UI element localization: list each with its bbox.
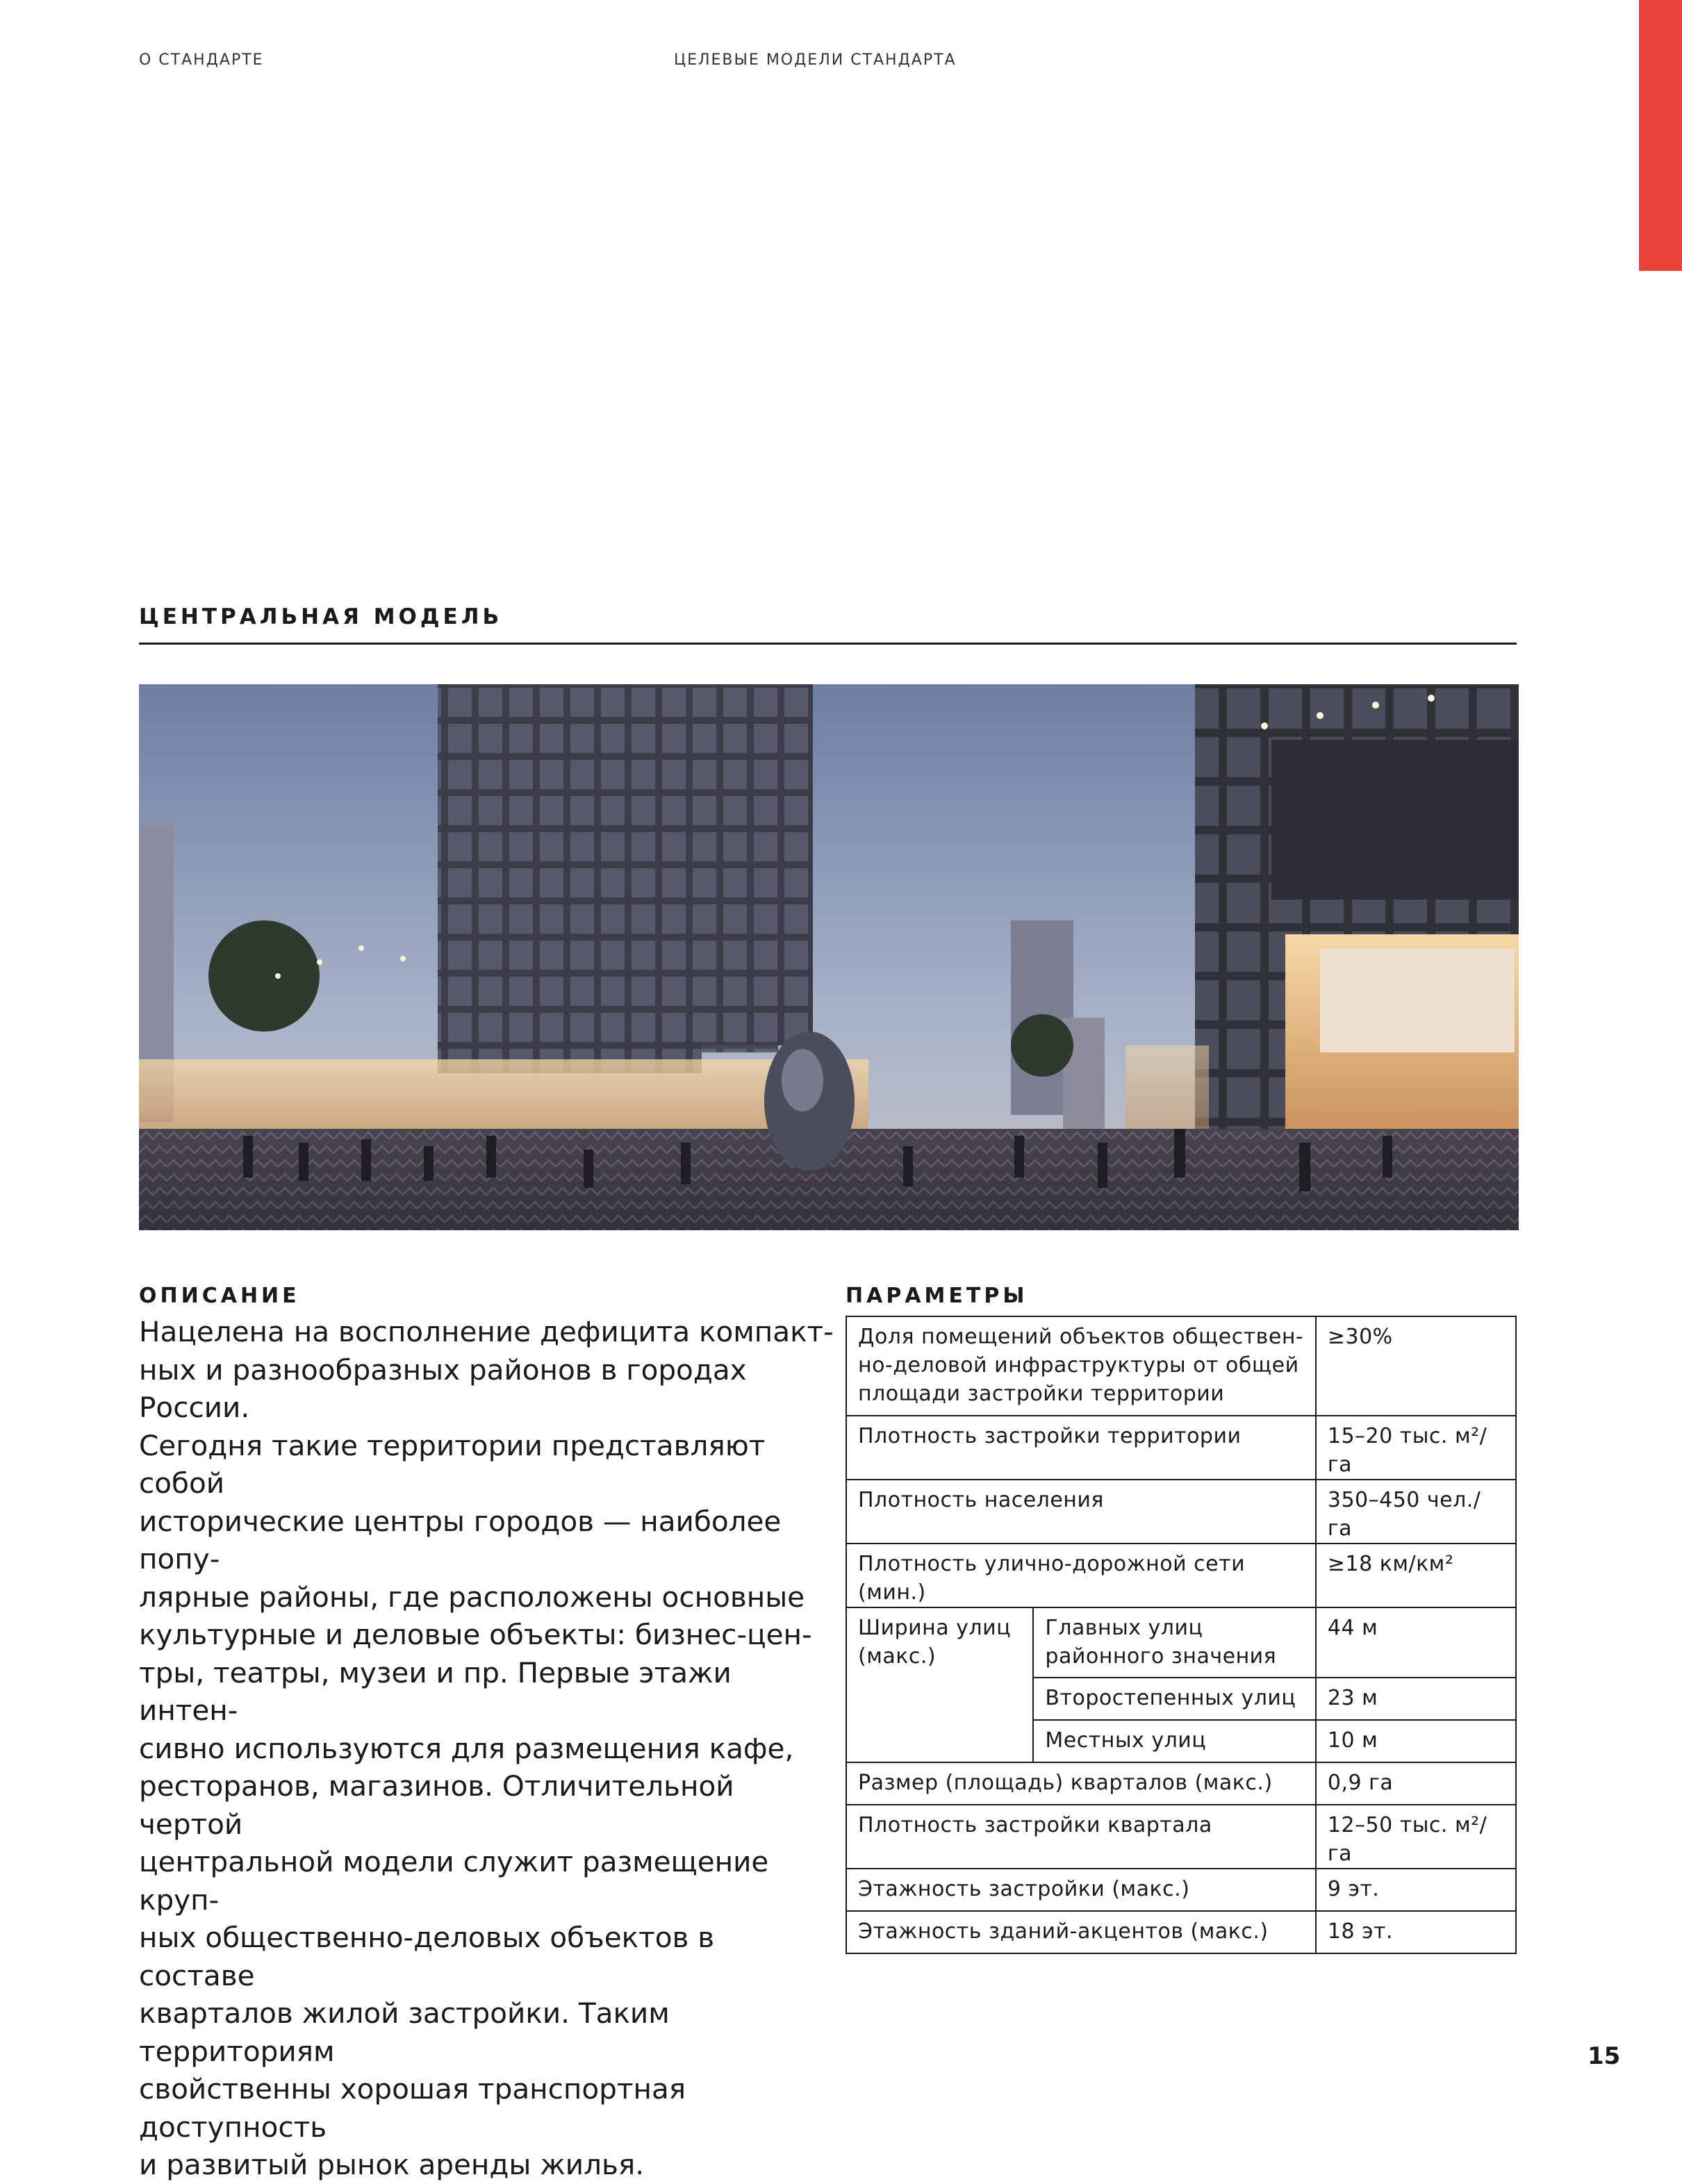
running-header-center: ЦЕЛЕВЫЕ МОДЕЛИ СТАНДАРТА — [674, 51, 957, 69]
param-label: Плотность улично-дорожной сети (мин.) — [846, 1544, 1316, 1607]
street-width-label: Ширина улиц (макс.) — [846, 1607, 1033, 1762]
section-title: ЦЕНТРАЛЬНАЯ МОДЕЛЬ — [139, 604, 503, 629]
param-sublabel: Местных улиц — [1033, 1720, 1315, 1762]
param-value: 12–50 тыс. м²/га — [1316, 1805, 1516, 1869]
param-sublabel: Второстепенных улиц — [1033, 1678, 1315, 1720]
param-label: Размер (площадь) кварталов (макс.) — [846, 1762, 1316, 1805]
param-sublabel: Главных улиц районного значения — [1033, 1607, 1315, 1678]
param-value: 350–450 чел./га — [1316, 1480, 1516, 1544]
table-row — [846, 1480, 1516, 1544]
table-row — [846, 1416, 1516, 1480]
description-heading: ОПИСАНИЕ — [139, 1284, 300, 1308]
table-row — [846, 1911, 1516, 1953]
page-number: 15 — [1588, 2042, 1621, 2070]
param-label: Плотность застройки территории — [846, 1416, 1316, 1480]
param-value: 44 м — [1316, 1607, 1516, 1678]
param-label: Плотность населения — [846, 1480, 1316, 1544]
table-row — [846, 1544, 1516, 1607]
table-row — [846, 1805, 1516, 1869]
param-value: 0,9 га — [1316, 1762, 1516, 1805]
param-value: 9 эт. — [1316, 1869, 1516, 1911]
section-divider — [139, 643, 1517, 645]
param-value: 15–20 тыс. м²/га — [1316, 1416, 1516, 1480]
red-chapter-tab — [1639, 0, 1682, 271]
parameters-table — [846, 1316, 1517, 1954]
table-row — [846, 1762, 1516, 1805]
param-value: 18 эт. — [1316, 1911, 1516, 1953]
description-text: Нацелена на восполнение дефицита компакт- ных и разнообразных районов в городах России. Сегодня такие территории представляют собой исторические центры городов — наиболее попу- лярные районы, где расположены основные культурные и деловые объекты: бизнес-цен- тры, театры, музеи и пр. Первые этажи интен- сивно используются для размещения кафе, ресторанов, магазинов. Отличительной чертой центральной модели служит размещение круп- ных общественно-деловых объектов в составе кварталов жилой застройки. Таким территориям свойственны хорошая транспортная доступность и развитый рынок аренды жилья. — [139, 1315, 834, 2181]
table-row — [846, 1607, 1516, 1678]
parameters-heading: ПАРАМЕТРЫ — [846, 1284, 1028, 1308]
running-header-left: О СТАНДАРТЕ — [139, 51, 264, 69]
table-row — [846, 1869, 1516, 1911]
param-label: Этажность зданий-акцентов (макс.) — [846, 1911, 1316, 1953]
table-row — [846, 1316, 1516, 1416]
param-value: 10 м — [1316, 1720, 1516, 1762]
param-label: Этажность застройки (макс.) — [846, 1869, 1316, 1911]
param-label: Доля помещений объектов обществен- но-деловой инфраструктуры от общей площади застройки территории — [846, 1316, 1316, 1416]
param-value: ≥30% — [1316, 1316, 1516, 1416]
param-label: Плотность застройки квартала — [846, 1805, 1316, 1869]
param-value: 23 м — [1316, 1678, 1516, 1720]
param-value: ≥18 км/км² — [1316, 1544, 1516, 1607]
central-model-rendering-image — [139, 684, 1519, 1230]
